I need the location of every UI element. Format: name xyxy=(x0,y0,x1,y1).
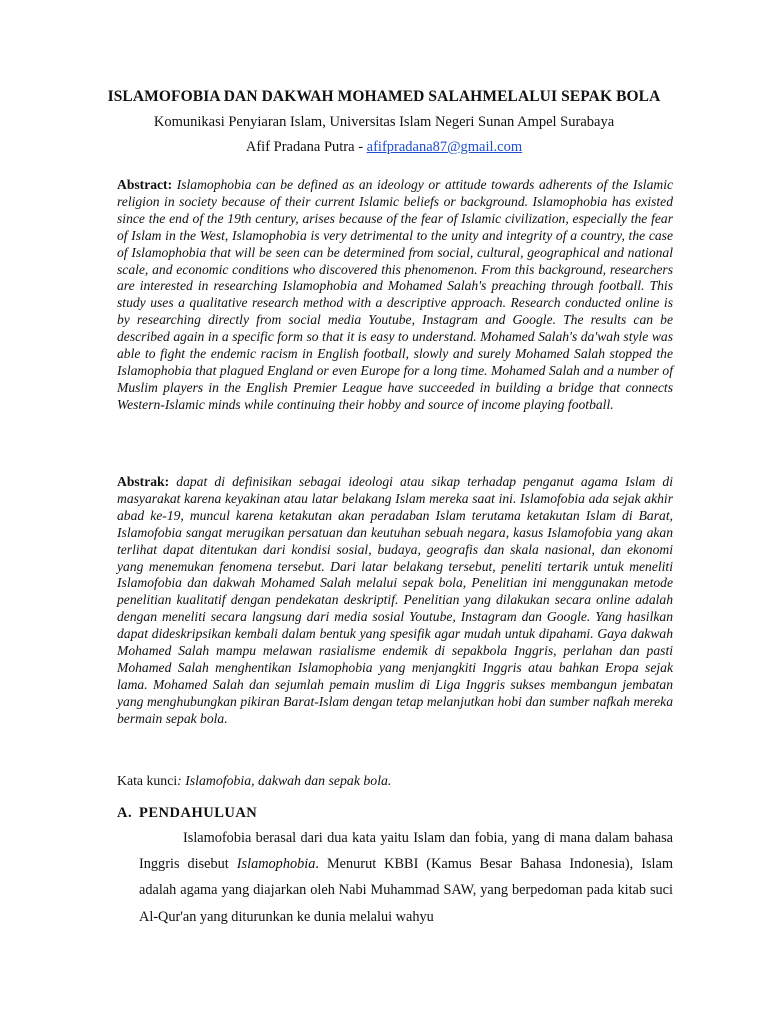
paper-title: ISLAMOFOBIA DAN DAKWAH MOHAMED SALAHMELALUI SEPAK BOLA xyxy=(107,88,661,105)
author-email-link[interactable]: afifpradana87@gmail.com xyxy=(366,139,523,155)
abstract-label: Abstract: xyxy=(117,177,173,192)
section-number: A. xyxy=(117,805,133,821)
abstract-text: Islamophobia can be defined as an ideology or attitude towards adherents of the Islamic religion in society because of their current Islamic beliefs or background. Islamophobia has existed since the end of the 19th century, arises because of the fear of Islamic civilization, especially the fear of Islam in the West, Islamophobia is very detrimental to the unity and integrity of a country, the case of Islamophobia that will be seen can be determined from social, cultural, geographical and national scale, and economic conditions who discovered this phenomenon. From this background, researchers are interested in researching Islamophobia and Mohamed Salah's preaching through football. This study uses a qualitative research method with a descriptive approach. Research conducted online is by researching directly from social media Youtube, Instagram and Google. The results can be described again in a specific form so that it is easy to understand. Mohamed Salah's da'wah style was able to fight the endemic racism in English football, slowly and surely Mohamed Salah stopped the Islamophobia that plagued England or even Europe for a long time. Mohamed Salah and a number of Muslim players in the English Premier League have succeeded in building a bridge that connects Western-Islamic minds while continuing their hobby and source of income playing football. xyxy=(117,177,674,412)
keywords xyxy=(117,773,673,789)
section-heading xyxy=(117,805,257,822)
abstract-indonesian xyxy=(117,474,673,728)
body-paragraph xyxy=(139,825,673,930)
body-term: Islamophobia xyxy=(236,856,316,873)
abstrak-label: Abstrak: xyxy=(117,474,170,489)
abstract-english xyxy=(117,177,673,414)
author-affiliation: Komunikasi Penyiaran Islam, Universitas Islam Negeri Sunan Ampel Surabaya xyxy=(153,114,615,130)
body-text-1: Islamofobia berasal dari dua kata yaitu Islam dan fobia, yang di mana dalam bahasa Inggris disebut xyxy=(139,830,673,873)
keywords-text: : Islamofobia, dakwah dan sepak bola. xyxy=(177,773,392,788)
author-name: Afif Pradana Putra - xyxy=(245,139,367,155)
keywords-label: Kata kunci xyxy=(117,773,178,788)
abstrak-text: dapat di definisikan sebagai ideologi atau sikap terhadap penganut agama Islam di masyarakat karena keyakinan atau latar belakang Islam mereka saat ini. Islamofobia ada sejak akhir abad ke-19, muncul karena ketakutan akan peradaban Islam terutama ketakutan Islam di Barat, Islamofobia sangat merugikan persatuan dan keutuhan sebuah negara, kasus Islamofobia yang akan terlihat dapat ditentukan dari kondisi sosial, budaya, geografis dan skala nasional, dan ekonomi yang menemukan fenomena tersebut. Dari latar belakang tersebut, peneliti tertarik untuk meneliti Islamofobia dan dakwah Mohamed Salah melalui sepak bola, Penelitian ini menggunakan metode penelitian kualitatif dengan pendekatan deskriptif. Penelitian yang dilakukan secara online adalah dengan meneliti secara langsung dari media sosial Youtube, Instagram dan Google. Yang hasilkan dapat dideskripsikan kembali dalam bentuk yang spesifik agar mudah untuk dipahami. Gaya dakwah Mohamed Salah mampu melawan rasialisme endemik di sepakbola Inggris, perlahan dan pasti Mohamed Salah menghentikan Islamophobia yang menjangkiti Inggris atau bahkan Eropa sejak lama. Mohamed Salah dan sejumlah pemain muslim di Liga Inggris sukses membangun jembatan yang menghubungkan pikiran Barat-Islam dengan tetap melanjutkan hobi dan sumber nafkah mereka bermain sepak bola. xyxy=(117,474,673,726)
author-line xyxy=(0,139,768,156)
section-title: PENDAHULUAN xyxy=(139,805,258,821)
body-text-2: . Menurut KBBI (Kamus Besar Bahasa Indonesia), Islam adalah agama yang diajarkan oleh Nabi Muhammad SAW, yang berpedoman pada kitab suci Al-Qur'an yang diturunkan ke dunia melalui wahyu xyxy=(139,856,673,925)
